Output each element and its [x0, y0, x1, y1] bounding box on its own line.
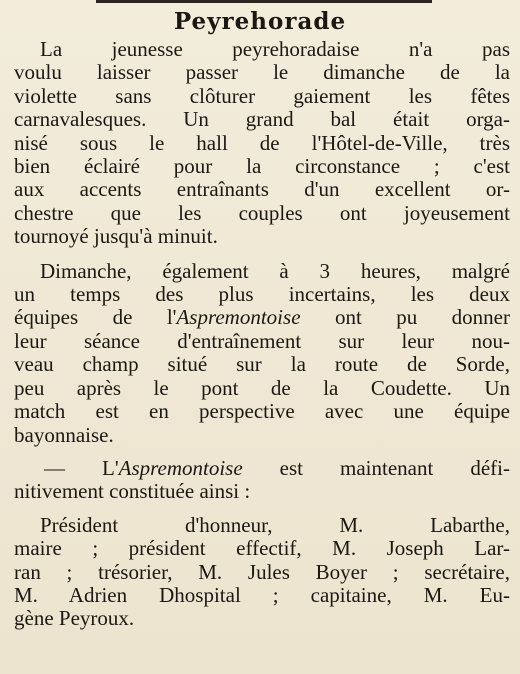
- article-heading: Peyrehorade: [173, 8, 347, 35]
- text-line: nisé sous le hall de l'Hôtel-de-Ville, très: [14, 131, 510, 155]
- text-line: bien éclairé pour la circonstance ; c'est: [14, 155, 510, 179]
- text-line: peu après le pont de la Coudette. Un: [14, 376, 510, 400]
- text-line: match est en perspective avec une équipe: [14, 400, 510, 424]
- text-line: nitivement constituée ainsi :: [14, 480, 251, 504]
- text-segment: — L': [44, 456, 119, 480]
- text-segment: est maintenant défi-: [242, 456, 510, 480]
- text-line: bayonnaise.: [14, 423, 114, 447]
- text-line: veau champ situé sur la route de Sorde,: [14, 353, 510, 377]
- text-line: chestre que les couples ont joyeusement: [14, 201, 510, 225]
- text-line: maire ; président effectif, M. Joseph Lar-: [14, 537, 510, 561]
- club-name: Aspremontoise: [176, 306, 301, 330]
- club-name: Aspremontoise: [118, 456, 243, 480]
- text-line: gène Peyroux.: [14, 607, 135, 631]
- text-line: M. Adrien Dhospital ; capitaine, M. Eu-: [14, 583, 510, 607]
- text-line: violette sans clôturer gaiement les fêtes: [14, 84, 510, 108]
- text-line: voulu laisser passer le dimanche de la: [14, 61, 510, 85]
- text-line: tournoyé jusqu'à minuit.: [14, 225, 218, 249]
- text-line: La jeunesse peyrehoradaise n'a pas: [40, 38, 510, 61]
- text-line: aux accents entraînants d'un excellent or-: [14, 178, 510, 202]
- text-line: un temps des plus incertains, les deux: [14, 283, 510, 307]
- text-line: [14, 306, 510, 329]
- text-line: leur séance d'entraînement sur leur nou-: [14, 329, 510, 353]
- text-line: [14, 457, 510, 480]
- text-segment: équipes de l': [14, 306, 177, 330]
- text-line: ran ; trésorier, M. Jules Boyer ; secrétaire,: [14, 560, 510, 584]
- article-body: [14, 38, 510, 631]
- top-rule: [96, 0, 432, 3]
- text-segment: ont pu donner: [300, 306, 510, 330]
- text-line: Président d'honneur, M. Labarthe,: [40, 513, 510, 537]
- text-line: carnavalesques. Un grand bal était orga-: [14, 108, 510, 132]
- text-line: Dimanche, également à 3 heures, malgré: [40, 259, 510, 283]
